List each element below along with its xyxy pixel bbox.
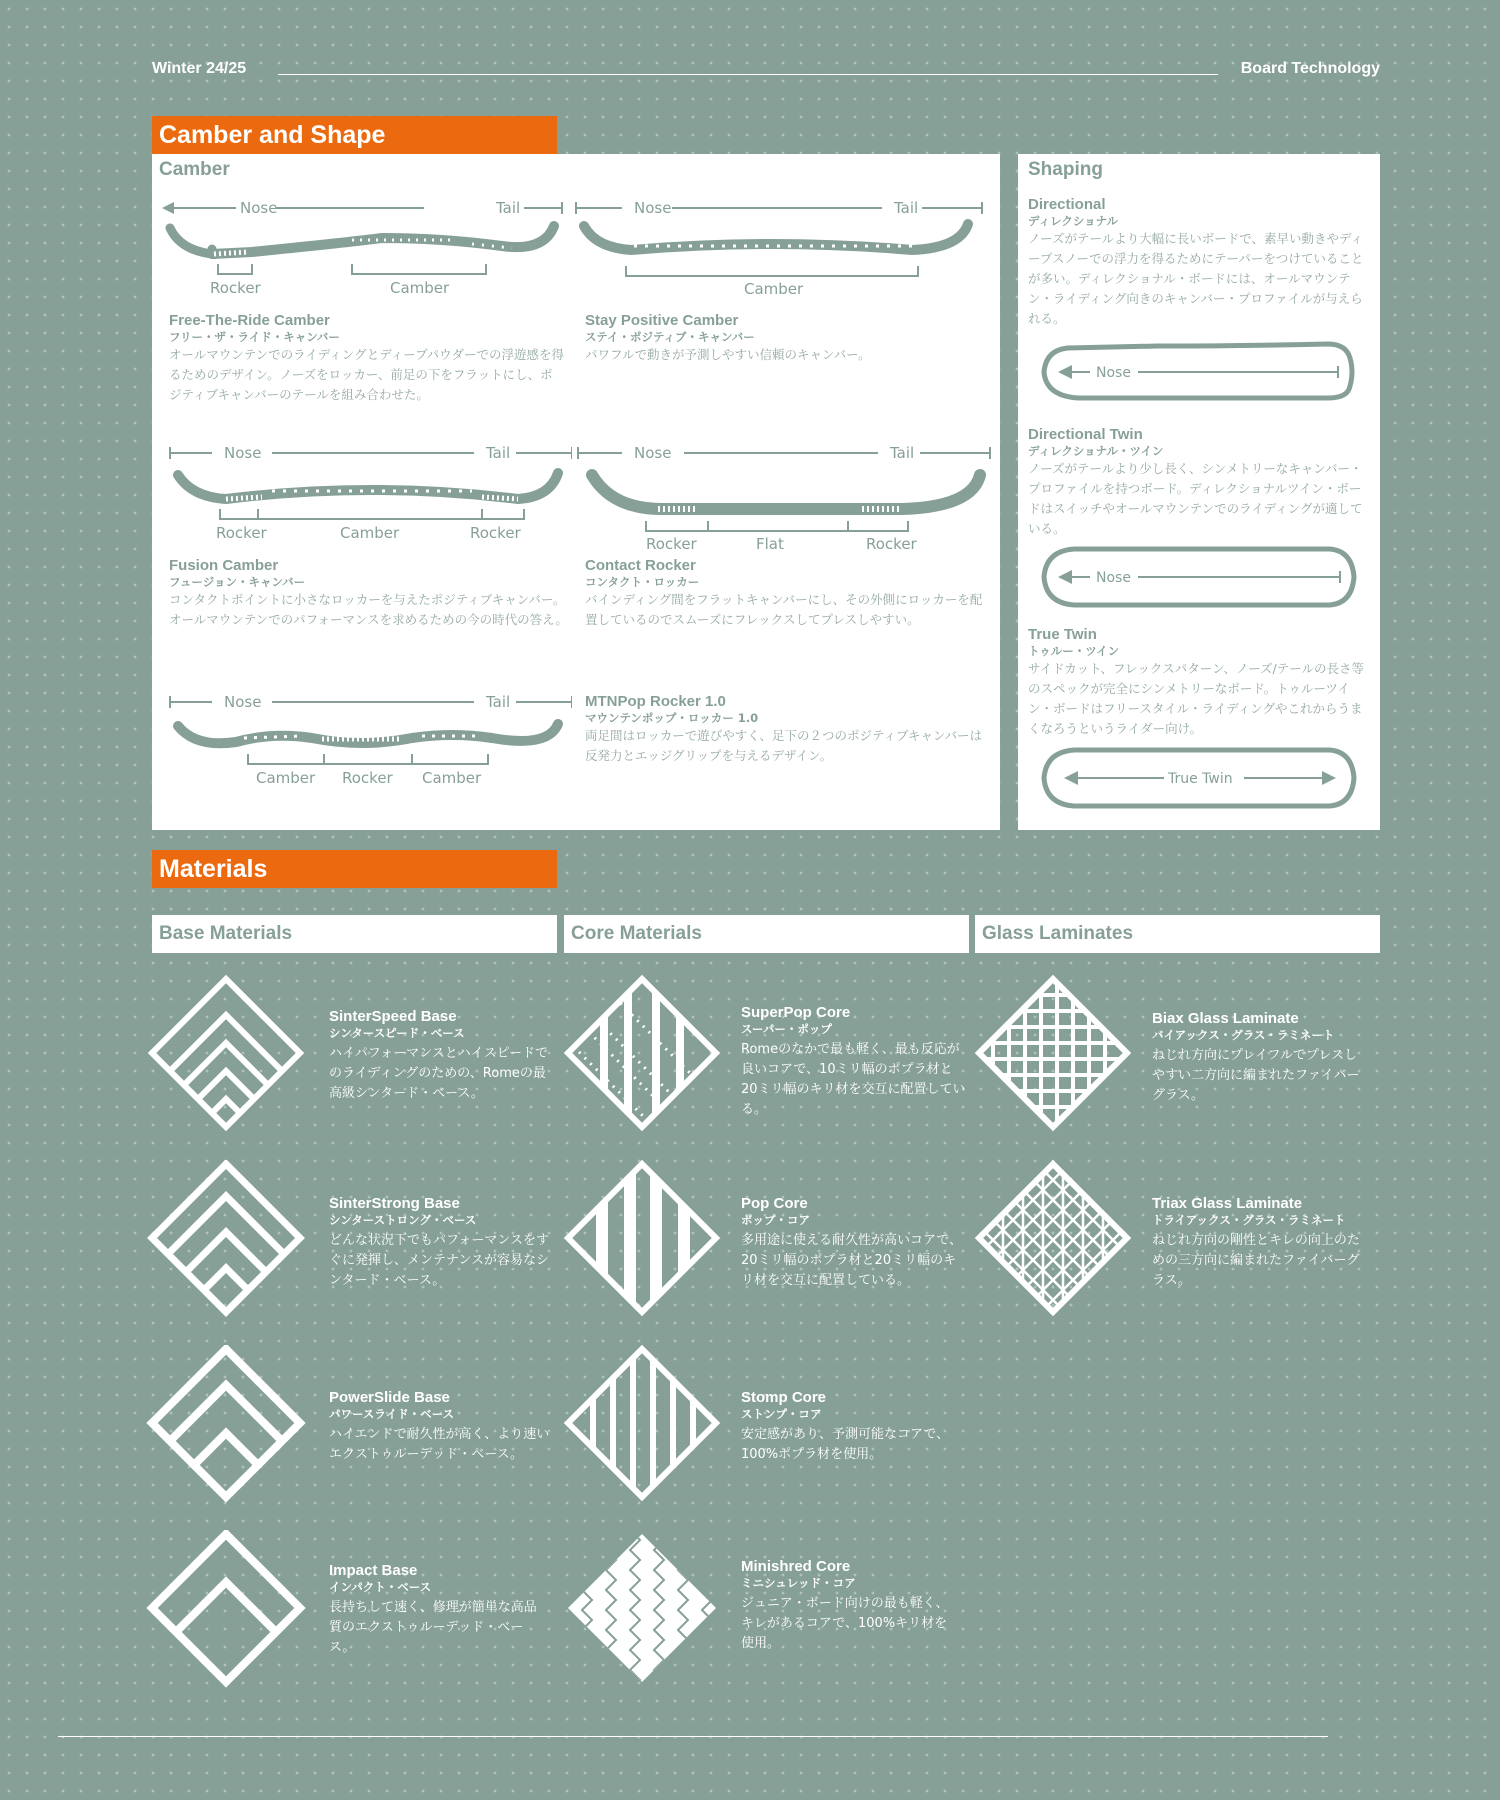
rocker-label: Rocker [866,535,917,553]
chevron-stack-4-icon [146,1160,306,1320]
free-the-ride-profile-diagram [152,194,572,304]
material-name: SinterSpeed Base [329,1008,457,1025]
sinterspeed-base [329,1008,554,1104]
camber-label: Camber [744,280,804,298]
camber-shape-title: Camber and Shape [152,116,557,154]
nose-label: Nose [634,199,672,217]
camber-label: Camber [256,769,316,787]
true-twin-label: True Twin [1168,771,1233,787]
tail-label: Tail [486,444,511,462]
free-the-ride-camber [169,312,564,405]
nose-label: Nose [634,444,672,462]
rocker-label: Rocker [216,524,267,542]
material-description: ハイパフォーマンスとハイスピードでのライディングのための、Romeの最高級シンタード・ベース。 [329,1046,549,1101]
rocker-label: Rocker [470,524,521,542]
profile-name: Stay Positive Camber [585,312,739,329]
pop-core [741,1195,966,1291]
profile-jp-name: マウンテンポップ・ロッカー 1.0 [585,711,759,725]
camber-label: Camber [340,524,400,542]
profile-name: Contact Rocker [585,557,696,574]
material-name: Stomp Core [741,1389,827,1406]
striped-diamond-hatched-icon [562,975,722,1135]
profile-jp-name: コンタクト・ロッカー [585,575,700,589]
material-name: Triax Glass Laminate [1152,1195,1303,1212]
camber-panel-title: Camber [159,159,230,180]
section-label: Board Technology [1240,60,1380,77]
striped-diamond-bold-icon [562,1160,722,1320]
camber-label: Camber [422,769,482,787]
directional-shape [1028,196,1373,329]
material-description: 安定感があり、予測可能なコアで、100%ポプラ材を使用。 [741,1427,950,1462]
shape-name: Directional [1028,196,1106,213]
profile-description: コンタクトポイントに小さなロッカーを与えたポジティブキャンバー。オールマウンテンでのパフォーマンスを求めるための今の時代の答え。 [169,592,568,627]
base-materials-header: Base Materials [152,915,557,953]
shape-jp-name: ディレクショナル・ツイン [1028,444,1164,458]
tail-label: Tail [894,199,919,217]
material-name: Pop Core [741,1195,808,1212]
material-jp-name: インパクト・ベース [329,1580,432,1594]
chevron-stack-3-icon [146,1345,306,1505]
core-materials-header: Core Materials [564,915,969,953]
material-description: ねじれ方向の剛性とキレの向上のための三方向に編まれたファイバーグラス。 [1152,1233,1360,1288]
nose-label: Nose [224,444,262,462]
shaping-panel [1018,154,1380,830]
grid-diamond-icon [973,975,1133,1135]
mtnpop-rocker-profile-diagram [152,688,572,798]
rocker-label: Rocker [210,279,261,297]
profile-name: MTNPop Rocker 1.0 [585,693,726,710]
material-name: SuperPop Core [741,1004,851,1021]
material-jp-name: シンターストロング・ベース [329,1213,477,1227]
profile-description: オールマウンテンでのライディングとディープパウダーでの浮遊感を得るためのデザイン。ノーズをロッカー、前足の下をフラットにし、ポジティブキャンバーのテールを組み合わせた。 [169,347,565,402]
stay-positive-camber [585,312,985,365]
camber-panel [152,154,1000,830]
herringbone-diamond-icon [562,1530,722,1690]
material-description: ジュニア・ボード向けの最も軽く、キレがあるコアで、100%キリ材を使用。 [741,1596,949,1651]
sinterstrong-base [329,1195,554,1291]
material-description: 長持ちして速く、修理が簡単な高品質のエクストゥルーデッド・ベース。 [329,1600,537,1655]
minishred-core [741,1558,956,1654]
shape-jp-name: トゥルー・ツイン [1028,644,1120,658]
shape-jp-name: ディレクショナル [1028,214,1119,228]
material-name: PowerSlide Base [329,1389,450,1406]
material-name: SinterStrong Base [329,1195,460,1212]
material-description: ねじれ方向にプレイフルでプレスしやすい二方向に編まれたファイバーグラス。 [1152,1048,1360,1103]
material-name: Minishred Core [741,1558,851,1575]
chevron-stack-5-icon [146,975,306,1135]
material-jp-name: バイアックス・グラス・ラミネート [1152,1028,1335,1042]
material-jp-name: ポップ・コア [741,1213,810,1227]
true-twin-outline-diagram [1038,742,1368,822]
contact-rocker [585,557,985,630]
mtnpop-rocker [585,693,990,766]
stomp-core [741,1389,966,1465]
tail-label: Tail [496,199,521,217]
impact-base [329,1562,544,1658]
header-rule [278,74,1218,75]
fusion-profile-diagram [152,439,572,549]
stay-positive-profile-diagram [572,194,992,304]
profile-name: Free-The-Ride Camber [169,312,330,329]
material-description: 多用途に使える耐久性が高いコアで、20ミリ幅のポプラ材と20ミリ幅のキリ材を交互に配置している。 [741,1233,963,1288]
glass-laminates-header: Glass Laminates [975,915,1380,953]
material-name: Impact Base [329,1562,418,1579]
material-jp-name: トライアックス・グラス・ラミネート [1152,1213,1346,1227]
profile-jp-name: ステイ・ポジティブ・キャンバー [585,330,755,344]
true-twin-shape [1028,626,1373,739]
directional-outline-diagram [1038,334,1368,414]
rocker-label: Rocker [646,535,697,553]
tail-label: Tail [486,693,511,711]
nose-label: Nose [224,693,262,711]
flat-label: Flat [756,535,784,553]
directional-twin-outline-diagram [1038,539,1368,619]
rocker-label: Rocker [342,769,393,787]
lattice-diamond-icon [973,1160,1133,1320]
nose-label: Nose [1096,570,1131,586]
directional-twin-shape [1028,426,1373,539]
shape-name: True Twin [1028,626,1097,643]
shape-description: サイドカット、フレックスパターン、ノーズ/テールの長さ等のスペックが完全にシンメトリーなボード。トゥルーツイン・ボードはフリースタイル・ライディングやこれからうまくなろうというライダー向け。 [1028,661,1364,736]
footer-rule [58,1736,1328,1737]
material-jp-name: ストンプ・コア [741,1407,822,1421]
material-jp-name: スーパー・ポップ [741,1022,832,1036]
materials-title: Materials [152,850,557,888]
biax-glass-laminate [1152,1010,1367,1106]
powerslide-base [329,1389,554,1465]
fusion-camber [169,557,574,630]
shape-description: ノーズがテールより大幅に長いボードで、素早い動きやディープスノーでの浮力を得るためにテーパーをつけていることが多い。ディレクショナル・ボードには、オールマウンテン・ライディング向きのキャンバー・プロファイルが与えられる。 [1028,231,1364,326]
material-description: ハイエンドで耐久性が高く、より速いエクストゥルーデッド・ベース。 [329,1427,550,1462]
profile-description: パワフルで動きが予測しやすい信頼のキャンバー。 [585,347,871,362]
shape-name: Directional Twin [1028,426,1143,443]
profile-jp-name: フュージョン・キャンバー [169,575,306,589]
camber-label: Camber [390,279,450,297]
shaping-panel-title: Shaping [1028,159,1103,180]
material-jp-name: パワースライド・ベース [329,1407,455,1421]
shape-description: ノーズがテールより少し長く、シンメトリーなキャンバー・プロファイルを持つボード。ディレクショナルツイン・ボードはスイッチやオールマウンテンでのライディングが適している。 [1028,461,1363,536]
material-description: どんな状況下でもパフォーマンスをすぐに発揮し、メンテナンスが容易なシンタード・ベース。 [329,1233,549,1288]
material-jp-name: ミニシュレッド・コア [741,1576,856,1590]
material-description: Romeのなかで最も軽く、最も反応が良いコアで、10ミリ幅のポプラ材と20ミリ幅のキリ材を交互に配置している。 [741,1042,966,1117]
striped-diamond-icon [562,1345,722,1505]
profile-name: Fusion Camber [169,557,279,574]
profile-description: 両足間はロッカーで遊びやすく、足下の２つのポジティブキャンバーは反発力とエッジグリップを与えるデザイン。 [585,728,983,763]
tail-label: Tail [890,444,915,462]
chevron-stack-2-icon [146,1530,306,1690]
triax-glass-laminate [1152,1195,1367,1291]
nose-label: Nose [240,199,278,217]
contact-rocker-profile-diagram [572,439,997,559]
profile-description: バインディング間をフラットキャンバーにし、その外側にロッカーを配置しているのでスムーズにフレックスしてプレスしやすい。 [585,592,983,627]
profile-jp-name: フリー・ザ・ライド・キャンバー [169,330,340,344]
nose-label: Nose [1096,365,1131,381]
material-name: Biax Glass Laminate [1152,1010,1299,1027]
superpop-core [741,1004,966,1120]
season-label: Winter 24/25 [152,60,247,77]
material-jp-name: シンタースピード・ベース [329,1026,465,1040]
